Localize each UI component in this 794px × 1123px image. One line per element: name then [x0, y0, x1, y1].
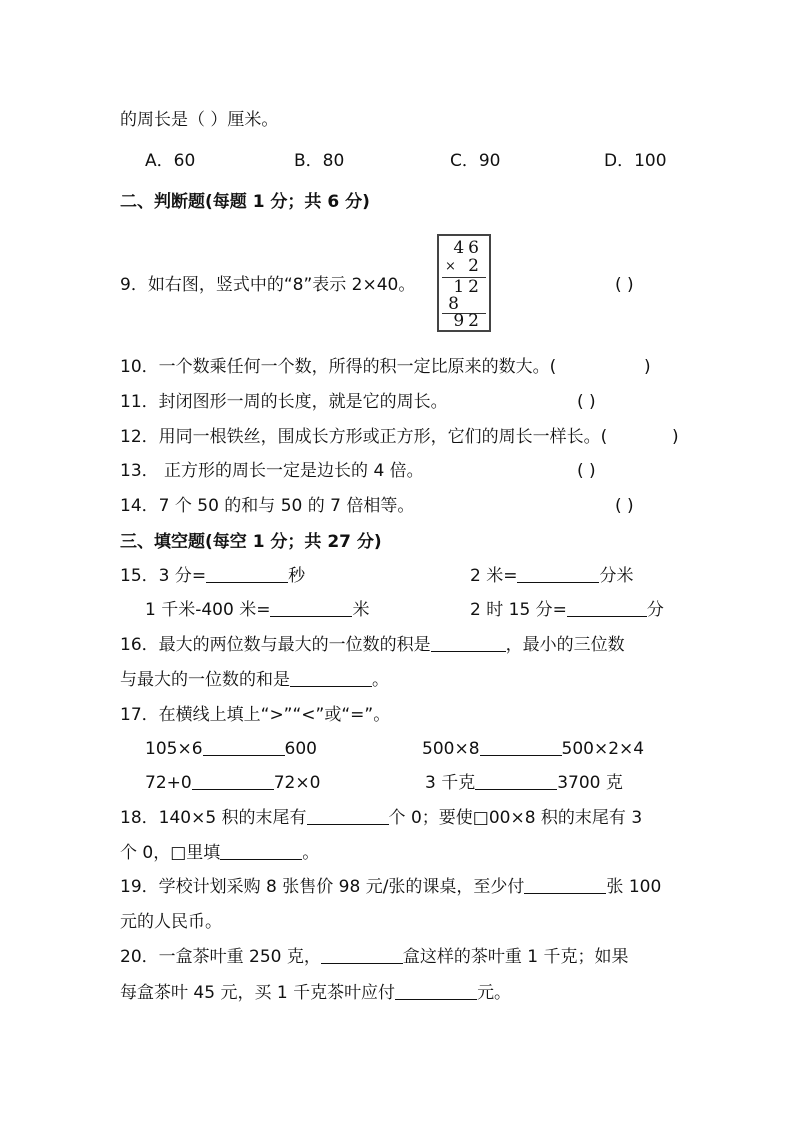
q17-d-pre: 3 千克: [425, 773, 476, 793]
q15-d-blank[interactable]: [567, 598, 647, 617]
q18-blank-2[interactable]: [220, 841, 302, 860]
q15-d-pre: 2 时 15 分=: [470, 600, 567, 620]
q17-stem: 17．在横线上填上“>”“<”或“=”。: [120, 705, 391, 725]
q11-text: 11．封闭图形一周的长度，就是它的周长。: [120, 392, 448, 412]
q16-l2-pre: 与最大的一位数的和是: [120, 670, 290, 690]
q15-a-blank[interactable]: [206, 564, 288, 583]
q18-line1: [120, 806, 642, 830]
q18-blank-1[interactable]: [307, 806, 389, 825]
q17-c-pre: 72+0: [145, 773, 192, 793]
q17-d-post: 3700 克: [557, 773, 623, 793]
q17-d: [425, 771, 623, 795]
q17-a-blank[interactable]: [203, 737, 285, 756]
q8-option-d: D．100: [604, 151, 667, 171]
q13-text: 13． 正方形的周长一定是边长的 4 倍。: [120, 461, 424, 481]
q15-c-blank[interactable]: [270, 598, 352, 617]
q15-b-post: 分米: [599, 566, 634, 586]
q13-answer-paren[interactable]: ( ): [577, 461, 596, 481]
q9-text: 9．如右图，竖式中的“8”表示 2×40。: [120, 275, 416, 295]
q11-answer-paren[interactable]: ( ): [577, 392, 596, 412]
calc-row-partial-1: 12: [453, 277, 483, 297]
q16-l1-pre: 16．最大的两位数与最大的一位数的积是: [120, 635, 431, 655]
q17-c: [145, 771, 320, 795]
q20-l1-pre: 20．一盒茶叶重 250 克，: [120, 947, 321, 967]
q15-b-blank[interactable]: [517, 564, 599, 583]
q17-b-blank[interactable]: [480, 737, 562, 756]
q16-l2-post: 。: [372, 670, 389, 690]
q19-l1-pre: 19．学校计划采购 8 张售价 98 元/张的课桌，至少付: [120, 877, 525, 897]
q15-a-pre: 15．3 分=: [120, 566, 207, 586]
q15-c: [145, 598, 369, 622]
q19-line1: [120, 875, 661, 899]
q20-line2: [120, 981, 511, 1005]
q18-l2-post: 。: [302, 843, 320, 863]
q20-l1-post: 盒这样的茶叶重 1 千克；如果: [402, 947, 629, 967]
calc-row-multiplier: 2: [468, 256, 483, 276]
q17-a-pre: 105×6: [145, 739, 203, 759]
q17-b-post: 500×2×4: [561, 739, 645, 759]
q17-a-post: 600: [284, 739, 317, 759]
q9-answer-paren[interactable]: ( ): [615, 275, 634, 295]
q19-line2: 元的人民币。: [120, 912, 222, 932]
q14-text: 14．7 个 50 的和与 50 的 7 倍相等。: [120, 496, 415, 516]
q17-b: [422, 737, 644, 761]
q19-blank[interactable]: [524, 875, 606, 894]
q20-l2-post: 元。: [477, 983, 512, 1003]
q18-l2-pre: 个 0，□里填: [120, 843, 221, 863]
q8-tail: 的周长是（ ）厘米。: [120, 110, 279, 130]
q15-a: [120, 564, 305, 588]
q15-c-post: 米: [352, 600, 370, 620]
q17-a: [145, 737, 317, 761]
q16-line2: [120, 668, 389, 692]
q16-blank-1[interactable]: [431, 633, 506, 652]
q15-d-post: 分: [646, 600, 664, 620]
q15-b: [470, 564, 633, 588]
q10-text: 10．一个数乘任何一个数，所得的积一定比原来的数大。(: [120, 357, 557, 377]
q8-option-c: C．90: [450, 151, 501, 171]
q16-blank-2[interactable]: [290, 668, 372, 687]
q18-l1-post: 个 0；要使□00×8 积的末尾有 3: [388, 808, 643, 828]
q15-a-post: 秒: [288, 566, 306, 586]
q17-c-post: 72×0: [273, 773, 321, 793]
q17-d-blank[interactable]: [475, 771, 557, 790]
q19-l1-post: 张 100: [606, 877, 662, 897]
q18-l1-pre: 18．140×5 积的末尾有: [120, 808, 307, 828]
q8-option-b: B．80: [294, 151, 345, 171]
q12-text: 12．用同一根铁丝，围成长方形或正方形，它们的周长一样长。(: [120, 427, 608, 447]
q18-line2: [120, 841, 319, 865]
q20-line1: [120, 945, 629, 969]
q20-blank-2[interactable]: [395, 981, 477, 1000]
calc-row-product: 92: [453, 311, 483, 331]
q15-b-pre: 2 米=: [470, 566, 518, 586]
vertical-multiplication-figure: [437, 234, 491, 332]
q10-answer-paren[interactable]: ): [644, 357, 651, 377]
q20-l2-pre: 每盒茶叶 45 元，买 1 千克茶叶应付: [120, 983, 396, 1003]
q20-blank-1[interactable]: [321, 945, 403, 964]
calc-row-multiplicand: 46: [453, 238, 483, 258]
q16-line1: [120, 633, 625, 657]
q15-d: [470, 598, 664, 622]
section3-title: 三、填空题(每空 1 分；共 27 分): [120, 532, 382, 552]
calc-row-partial-2: 8: [448, 294, 463, 314]
q17-b-pre: 500×8: [422, 739, 480, 759]
q15-c-pre: 1 千米-400 米=: [145, 600, 271, 620]
q8-option-a: A．60: [145, 151, 196, 171]
q16-l1-post: ，最小的三位数: [505, 635, 625, 655]
q12-answer-paren[interactable]: ): [672, 427, 679, 447]
q14-answer-paren[interactable]: ( ): [615, 496, 634, 516]
q17-c-blank[interactable]: [192, 771, 274, 790]
section2-title: 二、判断题(每题 1 分；共 6 分): [120, 192, 370, 212]
calc-times-sign: ×: [445, 259, 456, 274]
